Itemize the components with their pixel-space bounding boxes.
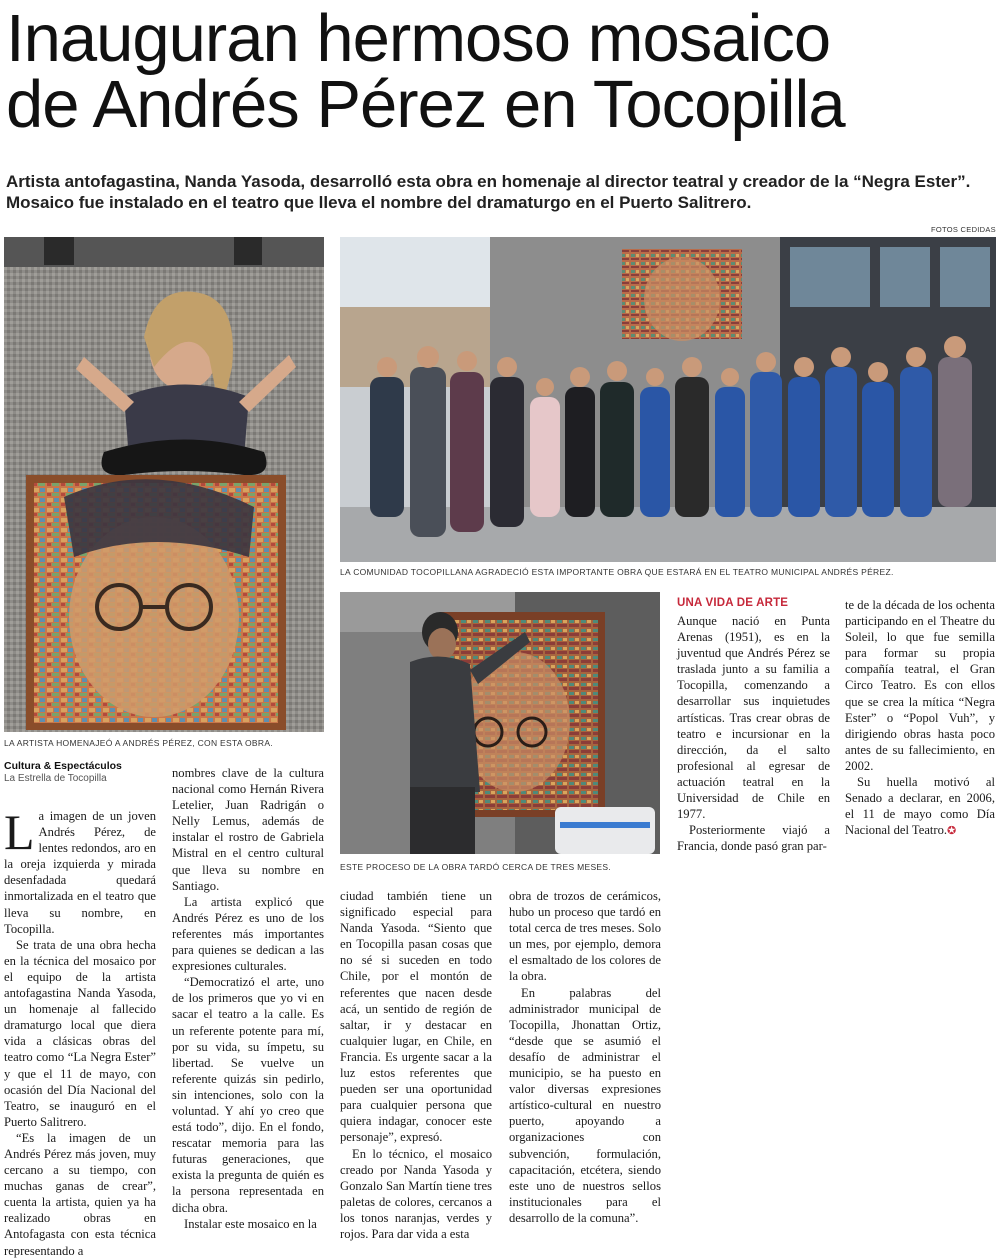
paragraph: a imagen de un joven Andrés Pérez, de lentes redondos, aro en la oreja izquierda y mirada desenfadada quedará inmortalizada en el teatro que lleva su nombre, en Tocopilla. xyxy=(4,809,156,936)
paragraph: “Democratizó el arte, uno de los primeros que yo vi en sacar el teatro a la calle. Es un referente potente para mí, por su vida, su ímpetu, su libertad. Se vuelve un referente quizás sin pedirlo, sin intenciones, solo con la voluntad. Y ahí yo creo que está todo”, dijo. En el fondo, rescatar memoria para las futuras generaciones, que exista la pregunta de quién es la persona representada en dicha obra. xyxy=(172,975,324,1215)
paragraph: obra de trozos de cerámicos, hubo un proceso que tardó en total cerca de tres meses. Solo un mes, por ejemplo, demora el esmaltado de los colores de la obra. xyxy=(509,889,661,984)
body-column-4 xyxy=(509,888,661,1226)
body-column-1 xyxy=(4,804,156,1259)
sidebar-column-1 xyxy=(677,613,830,854)
headline xyxy=(6,1,996,142)
group-photo xyxy=(340,237,996,562)
section-label: Cultura & Espectáculos xyxy=(4,760,122,772)
artist-photo-caption: LA ARTISTA HOMENAJEÓ A ANDRÉS PÉREZ, CON ESTA OBRA. xyxy=(4,738,273,748)
paragraph: Posteriormente viajó a Francia, donde pasó gran par- xyxy=(677,823,830,854)
end-mark-icon: ✪ xyxy=(947,825,957,838)
body-column-3 xyxy=(340,888,492,1242)
artist-photo xyxy=(4,237,324,732)
process-photo xyxy=(340,592,660,854)
paragraph: Instalar este mosaico en la xyxy=(184,1216,317,1231)
paragraph: En palabras del administrador municipal de Tocopilla, Jhonattan Ortiz, “desde que se asumió el desafío de administrar el municipio, se ha puesto en valor diversas expresiones artístico-cultural en nuestro puerto, apoyando a organizaciones con subvención, formulación, capacitación, etcétera, siendo este uno de nuestros sellos institucionales para el desarrollo de la comuna”. xyxy=(509,985,661,1225)
group-photo-caption: LA COMUNIDAD TOCOPILLANA AGRADECIÓ ESTA IMPORTANTE OBRA QUE ESTARÁ EN EL TEATRO MUNICIPAL ANDRÉS PÉREZ. xyxy=(340,567,894,577)
paragraph: nombres clave de la cultura nacional como Hernán Rivera Letelier, Juan Radrigán o Nelly Lemus, además de instalar el rostro de Gabriela Mistral en el centro cultural que lleva su nombre en Santiago. xyxy=(172,766,324,893)
paragraph: Aunque nació en Punta Arenas (1951), es en la juventud que Andrés Pérez se traslada junto a su familia a Tocopilla, comenzando a desarrollar sus inquietudes artísticas. Tras crear obras de teatro e incursionar en la dirección, da el salto profesional al egresar de actuación teatral en la Universidad de Chile en 1977. xyxy=(677,614,830,822)
paragraph: te de la década de los ochenta participando en el Theatre du Soleil, lo que fue semilla para formar su propia compañía teatral, el Gran Circo Teatro. Es con ellos que se crea la mítica “Negra Ester” o “Popol Vuh”, y dirigiendo obras hasta poco antes de su fallecimiento, en 2002. xyxy=(845,598,995,773)
photo-credit: FOTOS CEDIDAS xyxy=(930,225,996,234)
paragraph: Su huella motivó al Senado a declarar, en 2006, el 11 de mayo como Día Nacional del Teatro. xyxy=(845,775,995,838)
paragraph: La artista explicó que Andrés Pérez es uno de los referentes más importantes para quienes se dedican a las expresiones culturales. xyxy=(172,894,324,974)
source-label: La Estrella de Tocopilla xyxy=(4,773,107,784)
paragraph: “Es la imagen de un Andrés Pérez más joven, muy cercano a su tiempo, con muchas ganas de crear”, cuenta la artista, quien ya ha realizado obras en Antofagasta con esta técnica representando a xyxy=(4,1130,156,1258)
process-photo-caption: ESTE PROCESO DE LA OBRA TARDÓ CERCA DE TRES MESES. xyxy=(340,862,612,872)
paragraph: ciudad también tiene un significado especial para Nanda Yasoda. “Siento que en Tocopilla pasan cosas que no sé si suceden en todo Chile, por el montón de referentes que nacen desde acá, un sentido de región de saltar, ir y destacar en cualquier lugar, en Chile, en Francia. Es urgente sacar a la luz estos referentes que pueden ser una oportunidad para cualquier persona que quiera indagar, conocer este personaje”, expresó. xyxy=(340,889,492,1145)
headline-line-1: Inauguran hermoso mosaico xyxy=(6,1,831,76)
headline-line-2: de Andrés Pérez en Tocopilla xyxy=(6,67,845,142)
sidebar-column-2 xyxy=(845,597,995,839)
body-column-2 xyxy=(172,765,324,1232)
sidebar-title: UNA VIDA DE ARTE xyxy=(677,597,789,609)
paragraph: En lo técnico, el mosaico creado por Nanda Yasoda y Gonzalo San Martín tiene tres paletas de colores, cercanos a los tonos naranjas, verdes y rojos. Para dar vida a esta xyxy=(340,1146,492,1241)
paragraph: Se trata de una obra hecha en la técnica del mosaico por el equipo de la artista antofagastina Nanda Yasoda, un homenaje al fallecido dramaturgo local que diera vida a clásicas obras del teatro como “La Negra Ester” y que el 11 de mayo, con ocasión del Día Nacional del Teatro, se inauguró en el Puerto Salitrero. xyxy=(4,937,156,1129)
deck: Artista antofagastina, Nanda Yasoda, desarrolló esta obra en homenaje al director teatral y creador de la “Negra Ester”. Mosaico fue instalado en el teatro que lleva el nombre del dramaturgo en el Puerto Salitrero. xyxy=(6,172,971,212)
drop-cap: L xyxy=(4,804,35,860)
